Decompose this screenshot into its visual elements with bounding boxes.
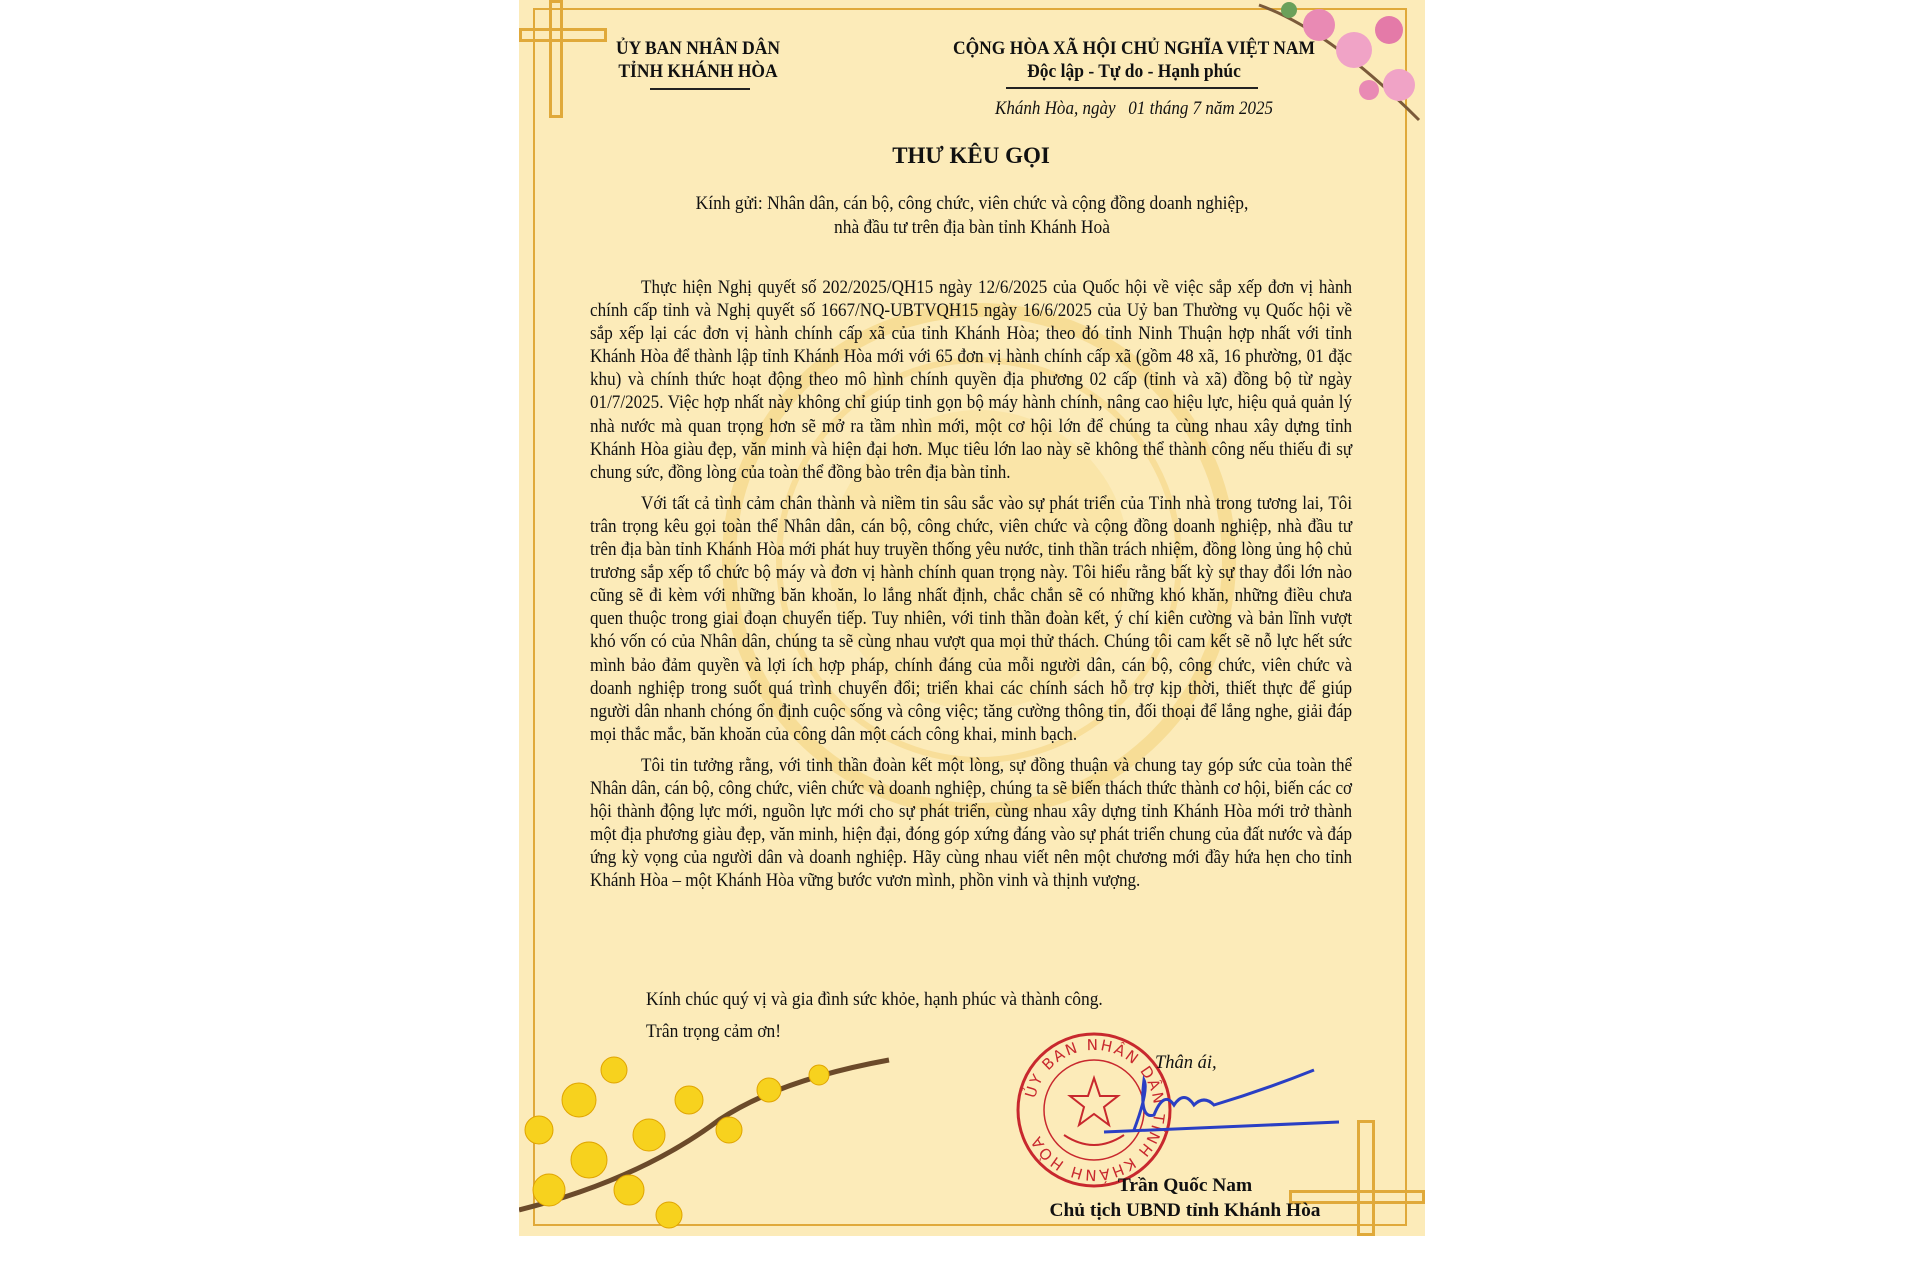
- letter-title: THƯ KÊU GỌI: [892, 143, 1050, 168]
- body-paragraph-2: Với tất cả tình cảm chân thành và niềm tin sâu sắc vào sự phát triển của Tỉnh nhà trong tương lai, Tôi trân trọng kêu gọi toàn thể Nhân dân, cán bộ, công chức, viên chức và cộng đồng doanh nghiệp, nhà đầu tư trên địa bàn tỉnh Khánh Hòa mới phát huy truyền thống yêu nước, tinh thần trách nhiệm, đồng lòng ủng hộ chủ trương sắp xếp tổ chức bộ máy và đơn vị hành chính quan trọng này. Tôi hiểu rằng bất kỳ sự thay đổi lớn nào cũng sẽ đi kèm với những băn khoăn, lo lắng nhất định, chắc chắn sẽ có những khó khăn, những điều chưa quen thuộc trong giai đoạn chuyển tiếp. Tuy nhiên, với tinh thần đoàn kết, ý chí kiên cường và bản lĩnh vượt khó vốn có của Nhân dân, chúng ta sẽ cùng nhau vượt qua mọi thử thách. Chúng tôi cam kết sẽ nỗ lực hết sức mình bảo đảm quyền và lợi ích hợp pháp, chính đáng của mỗi người dân, cán bộ, công chức, viên chức và doanh nghiệp trong suốt quá trình chuyển đổi; triển khai các chính sách hỗ trợ kịp thời, thiết thực để giúp người dân nhanh chóng ổn định cuộc sống và công việc; tăng cường thông tin, đối thoại để lắng nghe, giải đáp mọi thắc mắc, băn khoăn của công dân một cách công khai, minh bạch.: [590, 492, 1353, 745]
- national-title: CỘNG HÒA XÃ HỘI CHỦ NGHĨA VIỆT NAM: [952, 38, 1316, 59]
- closing-wishes: Kính chúc quý vị và gia đình sức khỏe, hạnh phúc và thành công.: [646, 989, 1103, 1010]
- gold-frame-corner-tl: [549, 0, 563, 118]
- document-date: Khánh Hòa, ngày 01 tháng 7 năm 2025: [994, 99, 1273, 119]
- apricot-blossom-decoration: [519, 1040, 899, 1236]
- body-paragraph-1: Thực hiện Nghị quyết số 202/2025/QH15 ngày 12/6/2025 của Quốc hội về việc sắp xếp đơn vị hành chính cấp tỉnh và Nghị quyết số 1667/NQ-UBTVQH15 ngày 16/6/2025 của Uỷ ban Thường vụ Quốc hội về sắp xếp lại các đơn vị hành chính cấp xã của tỉnh Khánh Hòa; theo đó tỉnh Ninh Thuận hợp nhất với tỉnh Khánh Hòa để thành lập tỉnh Khánh Hòa mới với 65 đơn vị hành chính cấp xã (gồm 48 xã, 16 phường, 01 đặc khu) và chính thức hoạt động theo mô hình chính quyền địa phương 02 cấp (tỉnh và xã) đồng bộ từ ngày 01/7/2025. Việc hợp nhất này không chỉ giúp tinh gọn bộ máy hành chính, nâng cao hiệu lực, hiệu quả quản lý nhà nước mà quan trọng hơn sẽ mở ra tầm nhìn mới, một cơ hội lớn để chúng ta cùng nhau xây dựng tỉnh Khánh Hòa giàu đẹp, văn minh và hiện đại hơn. Mục tiêu lớn lao này sẽ không thể thành công nếu thiếu đi sự chung sức, đồng lòng của toàn thể đồng bào trên địa bàn tỉnh.: [590, 277, 1353, 483]
- letter-document: [519, 0, 1425, 1236]
- handwritten-signature: [1094, 1060, 1354, 1140]
- recipient-line-2: nhà đầu tư trên địa bàn tỉnh Khánh Hoà: [833, 217, 1110, 238]
- body-paragraph-3: Tôi tin tưởng rằng, với tinh thần đoàn kết một lòng, sự đồng thuận và chung tay góp sức của toàn thể Nhân dân, cán bộ, công chức, viên chức và doanh nghiệp, chúng ta sẽ biến thách thức thành cơ hội, biến các cơ hội thành động lực mới, nguồn lực mới cho sự phát triển, cùng nhau xây dựng tỉnh Khánh Hòa mới trở thành một địa phương giàu đẹp, văn minh, hiện đại, đóng góp xứng đáng vào sự phát triển chung của đất nước và đáp ứng kỳ vọng của người dân và doanh nghiệp. Hãy cùng nhau viết nên một chương mới đầy hứa hẹn cho tỉnh Khánh Hòa – một Khánh Hòa vững bước vươn mình, phồn vinh và thịnh vượng.: [590, 754, 1353, 892]
- recipient-line-1: Kính gửi: Nhân dân, cán bộ, công chức, viên chức và cộng đồng doanh nghiệp,: [695, 193, 1249, 214]
- issuer-line-2: TỈNH KHÁNH HÒA: [618, 61, 778, 82]
- letter-body: [590, 276, 1352, 900]
- signer-name: Trần Quốc Nam: [1117, 1175, 1253, 1196]
- signer-position: Chủ tịch UBND tỉnh Khánh Hòa: [1049, 1200, 1321, 1221]
- national-motto: Độc lập - Tự do - Hạnh phúc: [1027, 61, 1241, 82]
- closing-thanks: Trân trọng cảm ơn!: [646, 1021, 782, 1042]
- gold-frame-corner-br: [1357, 1120, 1375, 1236]
- gold-frame-corner-tl2: [519, 28, 607, 42]
- issuer-line-1: ỦY BAN NHÂN DÂN: [616, 38, 780, 59]
- issuer-underline: [650, 88, 750, 90]
- stamp-text: ỦY BAN NHÂN DÂN TỈNH KHÁNH HÒA: [1021, 1035, 1169, 1185]
- signoff: Thân ái,: [1155, 1053, 1217, 1073]
- motto-underline: [1006, 87, 1258, 89]
